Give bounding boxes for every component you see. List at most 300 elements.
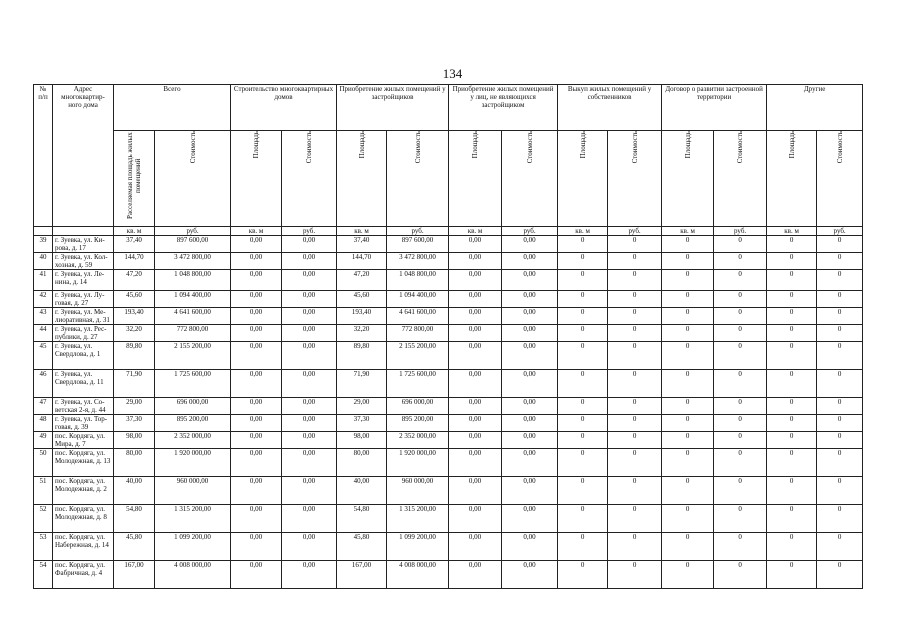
row-address: пос. Кордяга, ул. Молодежная, д. 13: [53, 449, 114, 477]
unit-cell: кв. м: [231, 227, 282, 236]
row-value: 167,00: [114, 561, 155, 589]
header-address: Адрес многоквартир-ного дома: [53, 85, 114, 227]
subheader-row: [34, 131, 863, 227]
row-value: 0: [662, 477, 714, 505]
row-value: 0: [608, 325, 662, 342]
row-value: 0,00: [502, 449, 558, 477]
table-row: [34, 432, 863, 449]
unit-blank: [34, 227, 53, 236]
row-value: 193,40: [337, 308, 387, 325]
table-row: [34, 415, 863, 432]
row-number: 53: [34, 533, 53, 561]
row-value: 0,00: [282, 291, 337, 308]
row-value: 47,20: [114, 270, 155, 291]
row-value: 0,00: [231, 342, 282, 370]
row-value: 0: [817, 342, 863, 370]
table-row: [34, 370, 863, 398]
subheader-cost: Стоимость: [282, 131, 337, 227]
table-row: [34, 291, 863, 308]
row-value: 0: [662, 370, 714, 398]
row-value: 0,00: [502, 270, 558, 291]
row-value: 2 155 200,00: [155, 342, 231, 370]
row-value: 0,00: [282, 370, 337, 398]
row-value: 696 000,00: [155, 398, 231, 415]
row-value: 4 641 600,00: [155, 308, 231, 325]
row-value: 960 000,00: [387, 477, 449, 505]
row-number: 50: [34, 449, 53, 477]
row-value: 4 641 600,00: [387, 308, 449, 325]
row-value: 0: [608, 415, 662, 432]
subheader-cost: Стоимость: [714, 131, 767, 227]
row-number: 41: [34, 270, 53, 291]
subheader-area: Площадь: [767, 131, 817, 227]
header-other: Другие: [767, 85, 863, 131]
row-value: 0: [767, 325, 817, 342]
row-value: 193,40: [114, 308, 155, 325]
units-row: [34, 227, 863, 236]
table-row: [34, 449, 863, 477]
row-number: 49: [34, 432, 53, 449]
row-value: 0: [558, 432, 608, 449]
row-value: 0,00: [449, 561, 502, 589]
row-value: 0: [714, 449, 767, 477]
row-value: 0: [662, 291, 714, 308]
row-value: 0,00: [231, 270, 282, 291]
row-value: 0: [608, 449, 662, 477]
row-address: г. Зуевка, ул. Свердлова, д. 11: [53, 370, 114, 398]
row-address: г. Зуевка, ул. Ки-рова, д. 17: [53, 236, 114, 253]
row-value: 0: [608, 291, 662, 308]
row-value: 0: [817, 325, 863, 342]
row-value: 0,00: [282, 308, 337, 325]
row-value: 0,00: [449, 270, 502, 291]
row-value: 89,80: [337, 342, 387, 370]
row-number: 45: [34, 342, 53, 370]
unit-cell: кв. м: [114, 227, 155, 236]
unit-cell: кв. м: [558, 227, 608, 236]
unit-cell: руб.: [502, 227, 558, 236]
row-value: 0,00: [502, 308, 558, 325]
row-value: 0,00: [449, 449, 502, 477]
row-value: 0,00: [502, 325, 558, 342]
row-value: 0: [767, 370, 817, 398]
row-value: 0,00: [449, 253, 502, 270]
header-total: Всего: [114, 85, 231, 131]
row-value: 144,70: [337, 253, 387, 270]
row-value: 0: [558, 370, 608, 398]
row-value: 32,20: [337, 325, 387, 342]
unit-cell: кв. м: [662, 227, 714, 236]
row-value: 0: [817, 308, 863, 325]
subheader-cost: Стоимость: [155, 131, 231, 227]
row-value: 895 200,00: [387, 415, 449, 432]
row-value: 0,00: [502, 370, 558, 398]
row-value: 0,00: [449, 415, 502, 432]
row-value: 0: [662, 253, 714, 270]
row-value: 4 008 000,00: [387, 561, 449, 589]
row-value: 2 352 000,00: [387, 432, 449, 449]
header-num: № п/п: [34, 85, 53, 227]
row-value: 0,00: [282, 270, 337, 291]
row-value: 0,00: [231, 291, 282, 308]
row-value: 0: [767, 477, 817, 505]
row-address: г. Зуевка, ул. Свердлова, д. 1: [53, 342, 114, 370]
row-value: 0: [817, 533, 863, 561]
row-value: 1 094 400,00: [387, 291, 449, 308]
row-number: 42: [34, 291, 53, 308]
row-value: 40,00: [337, 477, 387, 505]
table-row: [34, 477, 863, 505]
row-value: 0,00: [449, 370, 502, 398]
row-value: 0,00: [282, 505, 337, 533]
row-value: 0,00: [231, 432, 282, 449]
row-value: 0: [662, 308, 714, 325]
row-value: 0: [714, 236, 767, 253]
subheader-area: Площадь: [449, 131, 502, 227]
row-value: 0: [714, 505, 767, 533]
row-value: 0: [767, 253, 817, 270]
row-value: 772 800,00: [387, 325, 449, 342]
unit-cell: руб.: [714, 227, 767, 236]
row-value: 0,00: [502, 505, 558, 533]
row-value: 80,00: [114, 449, 155, 477]
row-number: 40: [34, 253, 53, 270]
row-value: 0: [817, 370, 863, 398]
row-value: 0,00: [449, 432, 502, 449]
row-value: 0,00: [502, 533, 558, 561]
row-value: 0,00: [231, 236, 282, 253]
row-address: пос. Кордяга, ул. Набережная, д. 14: [53, 533, 114, 561]
row-value: 0: [662, 398, 714, 415]
row-value: 0: [608, 432, 662, 449]
subheader-cost: Стоимость: [502, 131, 558, 227]
row-value: 0,00: [231, 253, 282, 270]
row-value: 0: [714, 370, 767, 398]
row-value: 0: [714, 561, 767, 589]
row-value: 0: [767, 270, 817, 291]
unit-cell: кв. м: [449, 227, 502, 236]
row-value: 1 315 200,00: [387, 505, 449, 533]
row-value: 0: [817, 505, 863, 533]
row-value: 0: [662, 342, 714, 370]
row-value: 0,00: [282, 477, 337, 505]
row-value: 897 600,00: [387, 236, 449, 253]
row-value: 167,00: [337, 561, 387, 589]
row-value: 47,20: [337, 270, 387, 291]
row-value: 0: [662, 533, 714, 561]
row-value: 0,00: [449, 308, 502, 325]
row-value: 0,00: [449, 533, 502, 561]
row-value: 1 099 200,00: [387, 533, 449, 561]
row-value: 0: [714, 291, 767, 308]
row-value: 0: [608, 505, 662, 533]
table-row: [34, 253, 863, 270]
row-value: 0: [767, 449, 817, 477]
table-row: [34, 505, 863, 533]
row-value: 0: [817, 415, 863, 432]
unit-cell: руб.: [387, 227, 449, 236]
row-value: 98,00: [114, 432, 155, 449]
row-value: 0,00: [282, 398, 337, 415]
header-development-contract: Договор о развитии застроенной территории: [662, 85, 767, 131]
row-value: 0: [714, 308, 767, 325]
unit-blank: [53, 227, 114, 236]
table-row: [34, 325, 863, 342]
row-value: 0,00: [449, 505, 502, 533]
subheader-area: Площадь: [337, 131, 387, 227]
row-value: 0,00: [502, 253, 558, 270]
table-row: [34, 561, 863, 589]
row-address: пос. Кордяга, ул. Фабричная, д. 4: [53, 561, 114, 589]
row-value: 895 200,00: [155, 415, 231, 432]
row-value: 0: [608, 533, 662, 561]
row-value: 0: [608, 270, 662, 291]
row-value: 37,30: [114, 415, 155, 432]
row-value: 0,00: [502, 236, 558, 253]
row-value: 0: [714, 533, 767, 561]
row-number: 43: [34, 308, 53, 325]
row-value: 1 048 800,00: [155, 270, 231, 291]
row-value: 0: [608, 370, 662, 398]
row-value: 0: [714, 342, 767, 370]
row-value: 696 000,00: [387, 398, 449, 415]
row-value: 0: [767, 342, 817, 370]
row-value: 0: [558, 308, 608, 325]
row-value: 1 315 200,00: [155, 505, 231, 533]
row-value: 0,00: [282, 449, 337, 477]
unit-cell: руб.: [155, 227, 231, 236]
subheader-area: Площадь: [231, 131, 282, 227]
page-number: 134: [442, 66, 463, 81]
row-value: 0: [817, 253, 863, 270]
row-number: 44: [34, 325, 53, 342]
resettlement-table: [33, 84, 863, 589]
row-value: 0,00: [449, 398, 502, 415]
row-value: 1 920 000,00: [387, 449, 449, 477]
row-value: 89,80: [114, 342, 155, 370]
row-value: 0: [558, 533, 608, 561]
row-value: 0: [714, 398, 767, 415]
row-value: 0,00: [231, 415, 282, 432]
subheader-cost: Стоимость: [817, 131, 863, 227]
table-row: [34, 342, 863, 370]
row-value: 960 000,00: [155, 477, 231, 505]
unit-cell: руб.: [282, 227, 337, 236]
row-value: 71,90: [114, 370, 155, 398]
row-number: 52: [34, 505, 53, 533]
row-value: 0: [558, 325, 608, 342]
row-value: 0: [662, 325, 714, 342]
row-value: 0: [662, 561, 714, 589]
row-value: 0: [608, 398, 662, 415]
row-value: 0: [767, 291, 817, 308]
row-number: 47: [34, 398, 53, 415]
row-address: пос. Кордяга, ул. Молодежная, д. 2: [53, 477, 114, 505]
subheader-area: Площадь: [558, 131, 608, 227]
row-value: 0,00: [282, 561, 337, 589]
row-value: 0: [714, 325, 767, 342]
row-value: 0: [817, 432, 863, 449]
row-address: г. Зуевка, ул. Тор-говая, д. 39: [53, 415, 114, 432]
row-value: 0: [558, 415, 608, 432]
row-value: 0,00: [449, 236, 502, 253]
row-value: 54,80: [337, 505, 387, 533]
row-value: 0,00: [231, 505, 282, 533]
table-row: [34, 270, 863, 291]
row-value: 0: [608, 308, 662, 325]
row-value: 0: [767, 561, 817, 589]
row-value: 0,00: [282, 236, 337, 253]
row-value: 0: [558, 505, 608, 533]
row-value: 0,00: [231, 561, 282, 589]
row-value: 0: [662, 236, 714, 253]
row-value: 0,00: [231, 533, 282, 561]
row-value: 0,00: [502, 291, 558, 308]
row-value: 0: [608, 236, 662, 253]
row-value: 0: [817, 477, 863, 505]
unit-cell: кв. м: [767, 227, 817, 236]
table-row: [34, 236, 863, 253]
subheader-cost: Стоимость: [387, 131, 449, 227]
row-value: 0: [714, 253, 767, 270]
row-value: 0: [558, 449, 608, 477]
row-value: 45,60: [114, 291, 155, 308]
row-number: 51: [34, 477, 53, 505]
row-value: 0: [767, 236, 817, 253]
row-value: 98,00: [337, 432, 387, 449]
row-value: 3 472 800,00: [155, 253, 231, 270]
row-value: 80,00: [337, 449, 387, 477]
row-value: 0: [558, 291, 608, 308]
row-value: 0: [558, 561, 608, 589]
row-value: 772 800,00: [155, 325, 231, 342]
row-value: 1 048 800,00: [387, 270, 449, 291]
row-value: 0: [714, 415, 767, 432]
row-value: 1 920 000,00: [155, 449, 231, 477]
row-value: 0,00: [231, 398, 282, 415]
row-value: 0: [714, 432, 767, 449]
row-value: 2 352 000,00: [155, 432, 231, 449]
row-value: 29,00: [114, 398, 155, 415]
row-value: 0: [662, 415, 714, 432]
row-value: 0: [817, 398, 863, 415]
row-value: 0: [558, 270, 608, 291]
row-value: 0,00: [502, 415, 558, 432]
row-value: 54,80: [114, 505, 155, 533]
row-value: 37,30: [337, 415, 387, 432]
row-value: 1 725 600,00: [387, 370, 449, 398]
row-value: 0,00: [449, 477, 502, 505]
row-value: 0: [817, 449, 863, 477]
row-value: 0: [662, 449, 714, 477]
row-value: 0,00: [282, 432, 337, 449]
row-value: 0: [558, 398, 608, 415]
row-value: 29,00: [337, 398, 387, 415]
header-purchase-non-developers: Приобретение жилых помещений у лиц, не являющихся застройщиком: [449, 85, 558, 131]
row-value: 2 155 200,00: [387, 342, 449, 370]
row-value: 0: [558, 342, 608, 370]
header-construction: Строительство многоквартирных домов: [231, 85, 337, 131]
row-value: 0,00: [449, 291, 502, 308]
row-value: 37,40: [337, 236, 387, 253]
header-buyout: Выкуп жилых помещений у собственников: [558, 85, 662, 131]
row-value: 0: [662, 432, 714, 449]
row-value: 0,00: [231, 477, 282, 505]
row-value: 0: [662, 270, 714, 291]
row-address: г. Зуевка, ул. Ме-лиоративная, д. 31: [53, 308, 114, 325]
row-address: г. Зуевка, ул. Лу-говая, д. 27: [53, 291, 114, 308]
row-value: 0: [608, 477, 662, 505]
row-address: пос. Кордяга, ул. Мира, д. 7: [53, 432, 114, 449]
row-value: 0: [608, 253, 662, 270]
row-value: 0,00: [502, 398, 558, 415]
table-row: [34, 308, 863, 325]
row-value: 0,00: [231, 370, 282, 398]
row-address: г. Зуевка, ул. Ле-нина, д. 14: [53, 270, 114, 291]
row-value: 144,70: [114, 253, 155, 270]
row-address: г. Зуевка, ул. Кол-хозная, д. 59: [53, 253, 114, 270]
row-value: 0,00: [449, 342, 502, 370]
row-value: 1 094 400,00: [155, 291, 231, 308]
row-value: 897 600,00: [155, 236, 231, 253]
row-value: 37,40: [114, 236, 155, 253]
row-value: 0,00: [231, 308, 282, 325]
row-value: 0,00: [502, 342, 558, 370]
row-value: 0: [714, 477, 767, 505]
row-value: 32,20: [114, 325, 155, 342]
row-value: 0: [767, 308, 817, 325]
subheader-resettled-area: Расселяемая площадь жилых помещений: [114, 131, 155, 227]
row-value: 0,00: [449, 325, 502, 342]
row-value: 1 725 600,00: [155, 370, 231, 398]
unit-cell: руб.: [817, 227, 863, 236]
header-row: [34, 85, 863, 131]
header-purchase-developers: Приобретение жилых помещений у застройщиков: [337, 85, 449, 131]
table-body: [34, 236, 863, 589]
row-value: 0: [817, 561, 863, 589]
unit-cell: кв. м: [337, 227, 387, 236]
row-address: пос. Кордяга, ул. Молодежная, д. 8: [53, 505, 114, 533]
row-value: 0: [608, 342, 662, 370]
row-value: 1 099 200,00: [155, 533, 231, 561]
row-value: 0: [767, 415, 817, 432]
row-value: 0,00: [231, 325, 282, 342]
row-value: 0: [767, 533, 817, 561]
row-value: 0,00: [502, 432, 558, 449]
row-value: 0: [767, 432, 817, 449]
row-value: 0: [558, 236, 608, 253]
row-value: 0,00: [502, 561, 558, 589]
row-value: 0: [767, 398, 817, 415]
row-value: 45,80: [114, 533, 155, 561]
row-value: 0: [558, 253, 608, 270]
row-value: 0: [767, 505, 817, 533]
row-value: 0,00: [502, 477, 558, 505]
row-value: 0,00: [282, 533, 337, 561]
row-number: 54: [34, 561, 53, 589]
row-address: г. Зуевка, ул. Со-ветская 2-я, д. 44: [53, 398, 114, 415]
row-value: 40,00: [114, 477, 155, 505]
table-row: [34, 533, 863, 561]
row-number: 39: [34, 236, 53, 253]
row-value: 3 472 800,00: [387, 253, 449, 270]
row-value: 4 008 000,00: [155, 561, 231, 589]
row-number: 46: [34, 370, 53, 398]
row-number: 48: [34, 415, 53, 432]
row-value: 0: [558, 477, 608, 505]
subheader-cost: Стоимость: [608, 131, 662, 227]
unit-cell: руб.: [608, 227, 662, 236]
